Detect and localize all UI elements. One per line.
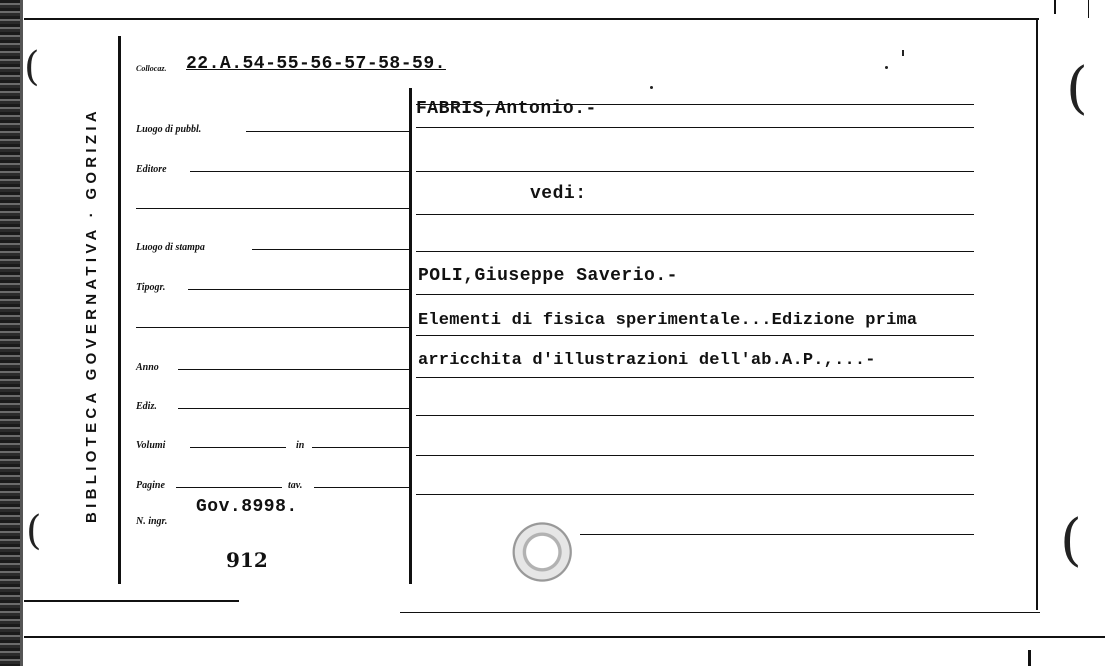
luogo-pubbl-rule bbox=[246, 131, 410, 132]
in-rule bbox=[312, 447, 410, 448]
ink-speck bbox=[885, 66, 888, 69]
library-stamp bbox=[508, 514, 584, 590]
card-bottom-edge-right bbox=[400, 612, 1040, 613]
tipogr-rule-2 bbox=[136, 327, 410, 328]
referred-author: POLI,Giuseppe Saverio.- bbox=[418, 266, 678, 286]
right-rule-5 bbox=[416, 251, 974, 252]
anno-label: Anno bbox=[136, 362, 159, 373]
right-rule-11 bbox=[416, 494, 974, 495]
next-card-edge bbox=[24, 636, 1105, 638]
see-reference: vedi: bbox=[530, 184, 587, 204]
card-bottom-edge-left bbox=[24, 600, 239, 602]
punch-hole-mark-top: ( bbox=[1066, 56, 1088, 121]
tav-label: tav. bbox=[288, 480, 303, 491]
editore-rule-2 bbox=[136, 208, 410, 209]
scan-edge-strip bbox=[0, 0, 20, 666]
right-rule-3 bbox=[416, 171, 974, 172]
ink-speck bbox=[902, 50, 904, 56]
ediz-rule bbox=[178, 408, 410, 409]
right-rule-12 bbox=[580, 534, 974, 535]
handwritten-number: 912 bbox=[226, 548, 268, 572]
bottom-right-tick bbox=[1028, 650, 1031, 666]
tipogr-label: Tipogr. bbox=[136, 282, 166, 293]
library-name: BIBLIOTECA GOVERNATIVA · GORIZIA bbox=[83, 107, 100, 523]
n-ingr-label: N. ingr. bbox=[136, 516, 168, 527]
volumi-label: Volumi bbox=[136, 440, 166, 451]
anno-rule bbox=[178, 369, 410, 370]
ediz-label: Ediz. bbox=[136, 401, 157, 412]
title-line-1: Elementi di fisica sperimentale...Edizione prima bbox=[418, 311, 918, 330]
right-rule-8 bbox=[416, 377, 974, 378]
pagine-rule bbox=[176, 487, 282, 488]
punch-hole-mark-left-bottom: ( bbox=[26, 508, 42, 554]
author-heading: FABRIS,Antonio.- bbox=[416, 99, 597, 119]
luogo-pubbl-label: Luogo di pubbl. bbox=[136, 124, 202, 135]
ink-speck bbox=[650, 86, 653, 89]
author-rule bbox=[416, 127, 974, 128]
right-rule-4 bbox=[416, 214, 974, 215]
right-rule-10 bbox=[416, 455, 974, 456]
card-right-edge bbox=[1036, 18, 1038, 610]
middle-column-rule bbox=[409, 88, 412, 584]
editore-rule bbox=[190, 171, 410, 172]
scan-edge-border bbox=[20, 0, 23, 666]
card-top-edge bbox=[24, 18, 1039, 20]
right-rule-9 bbox=[416, 415, 974, 416]
punch-hole-mark-bottom: ( bbox=[1060, 508, 1082, 573]
left-column-rule bbox=[118, 36, 121, 584]
right-rule-6 bbox=[416, 294, 974, 295]
editore-label: Editore bbox=[136, 164, 167, 175]
inventory-number: Gov.8998. bbox=[196, 497, 298, 517]
pagine-label: Pagine bbox=[136, 480, 165, 491]
top-right-tick bbox=[1054, 0, 1056, 14]
tipogr-rule bbox=[188, 289, 410, 290]
top-right-mark bbox=[1088, 0, 1089, 18]
volumi-rule bbox=[190, 447, 286, 448]
tav-rule bbox=[314, 487, 410, 488]
luogo-stampa-rule bbox=[252, 249, 410, 250]
collocazione-label: Collocaz. bbox=[136, 64, 167, 73]
punch-hole-mark-left-top: ( bbox=[24, 44, 40, 90]
right-rule-7 bbox=[416, 335, 974, 336]
title-line-2: arricchita d'illustrazioni dell'ab.A.P.,...- bbox=[418, 351, 876, 370]
in-label: in bbox=[296, 440, 305, 451]
luogo-stampa-label: Luogo di stampa bbox=[136, 242, 205, 253]
collocazione-value: 22.A.54-55-56-57-58-59. bbox=[186, 54, 446, 74]
